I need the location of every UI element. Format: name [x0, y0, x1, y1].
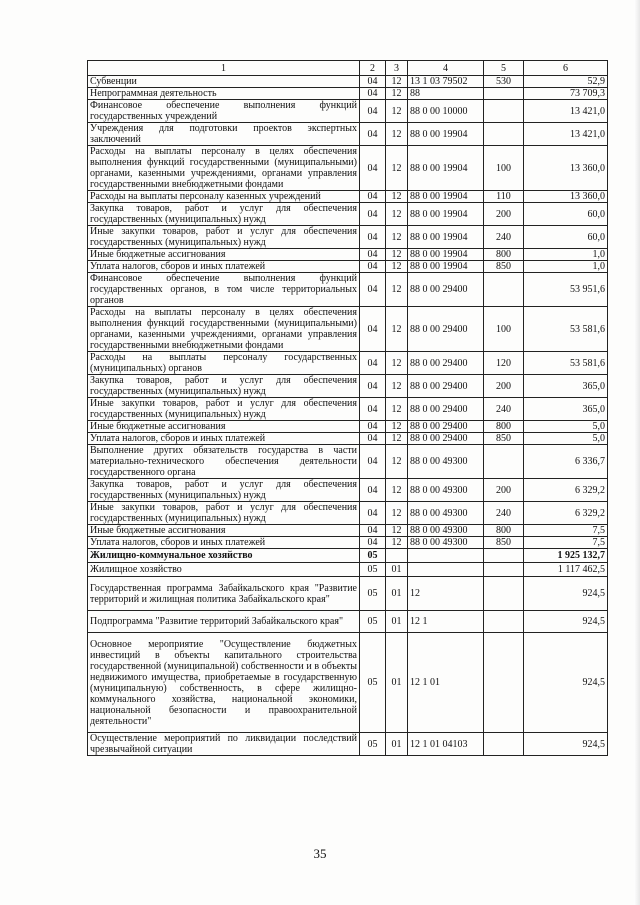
row-target-article-cell: 88 0 00 49300 — [408, 445, 484, 479]
row-subsection-cell: 12 — [386, 249, 408, 261]
row-expense-type-cell: 100 — [484, 146, 524, 191]
row-section-cell: 04 — [360, 226, 386, 249]
row-amount-cell: 5,0 — [524, 433, 608, 445]
row-section-cell: 04 — [360, 146, 386, 191]
table-row — [88, 537, 608, 549]
row-section-cell: 05 — [360, 733, 386, 756]
table-row — [88, 249, 608, 261]
row-target-article-cell: 88 0 00 29400 — [408, 398, 484, 421]
row-subsection-cell: 12 — [386, 445, 408, 479]
table-row — [88, 525, 608, 537]
row-target-article-cell — [408, 549, 484, 563]
row-target-article-cell: 88 0 00 29400 — [408, 273, 484, 307]
row-amount-cell: 60,0 — [524, 203, 608, 226]
table-row — [88, 549, 608, 563]
row-section-cell: 04 — [360, 421, 386, 433]
row-subsection-cell: 12 — [386, 226, 408, 249]
row-target-article-cell: 88 0 00 19904 — [408, 203, 484, 226]
row-target-article-cell: 88 0 00 29400 — [408, 421, 484, 433]
row-subsection-cell: 12 — [386, 203, 408, 226]
row-name-cell: Иные закупки товаров, работ и услуг для обеспечения государственных (муниципальных) нужд — [88, 502, 360, 525]
table-row — [88, 611, 608, 633]
table-row — [88, 123, 608, 146]
row-section-cell: 04 — [360, 191, 386, 203]
row-name-cell: Расходы на выплаты персоналу в целях обеспечения выполнения функций государственными (муниципальными) органами, казенными учреждениями, органами управления государственными внебюджетными фондами — [88, 146, 360, 191]
table-row — [88, 577, 608, 611]
table-row — [88, 733, 608, 756]
row-section-cell: 04 — [360, 433, 386, 445]
scan-edge — [634, 0, 640, 905]
row-amount-cell: 53 951,6 — [524, 273, 608, 307]
row-subsection-cell: 01 — [386, 611, 408, 633]
row-amount-cell: 365,0 — [524, 375, 608, 398]
row-section-cell: 04 — [360, 100, 386, 123]
row-name-cell: Расходы на выплаты персоналу государственных (муниципальных) органов — [88, 352, 360, 375]
row-amount-cell: 13 421,0 — [524, 123, 608, 146]
row-amount-cell: 60,0 — [524, 226, 608, 249]
row-subsection-cell: 01 — [386, 733, 408, 756]
row-expense-type-cell: 100 — [484, 307, 524, 352]
row-section-cell: 04 — [360, 273, 386, 307]
row-target-article-cell: 12 — [408, 577, 484, 611]
row-amount-cell: 7,5 — [524, 525, 608, 537]
table-row — [88, 479, 608, 502]
table-row — [88, 203, 608, 226]
row-amount-cell: 1 925 132,7 — [524, 549, 608, 563]
row-expense-type-cell: 800 — [484, 421, 524, 433]
row-amount-cell: 6 329,2 — [524, 502, 608, 525]
row-section-cell: 05 — [360, 611, 386, 633]
row-target-article-cell: 88 0 00 19904 — [408, 249, 484, 261]
row-target-article-cell: 88 0 00 29400 — [408, 433, 484, 445]
row-amount-cell: 1,0 — [524, 249, 608, 261]
row-target-article-cell: 88 0 00 49300 — [408, 479, 484, 502]
row-expense-type-cell: 110 — [484, 191, 524, 203]
row-amount-cell: 365,0 — [524, 398, 608, 421]
row-section-cell: 04 — [360, 398, 386, 421]
row-subsection-cell: 12 — [386, 375, 408, 398]
row-target-article-cell: 12 1 01 04103 — [408, 733, 484, 756]
table-row — [88, 633, 608, 733]
row-amount-cell: 13 360,0 — [524, 146, 608, 191]
row-subsection-cell: 12 — [386, 525, 408, 537]
row-subsection-cell: 12 — [386, 479, 408, 502]
row-expense-type-cell: 850 — [484, 261, 524, 273]
row-name-cell: Финансовое обеспечение выполнения функций государственных учреждений — [88, 100, 360, 123]
row-section-cell: 04 — [360, 307, 386, 352]
header-col-4: 4 — [408, 61, 484, 76]
row-expense-type-cell: 120 — [484, 352, 524, 375]
row-subsection-cell: 12 — [386, 352, 408, 375]
table-row — [88, 398, 608, 421]
row-name-cell: Уплата налогов, сборов и иных платежей — [88, 433, 360, 445]
row-amount-cell: 53 581,6 — [524, 307, 608, 352]
row-expense-type-cell — [484, 733, 524, 756]
table-row — [88, 421, 608, 433]
row-name-cell: Основное мероприятие "Осуществление бюджетных инвестиций в объекты капитального строительства государственной (муниципальной) собственности и в объекты недвижимого имущества, приобретаемые в государственную (муниципальную) собственность, в сфере жилищно-коммунального хозяйства, национальной экономики, национальной безопасности и правоохранительной деятельности" — [88, 633, 360, 733]
row-name-cell: Иные бюджетные ассигнования — [88, 249, 360, 261]
row-section-cell: 05 — [360, 633, 386, 733]
table-row — [88, 307, 608, 352]
row-name-cell: Уплата налогов, сборов и иных платежей — [88, 537, 360, 549]
table-row — [88, 76, 608, 88]
row-expense-type-cell: 850 — [484, 537, 524, 549]
row-name-cell: Финансовое обеспечение выполнения функций государственных органов, в том числе территориальных органов — [88, 273, 360, 307]
row-target-article-cell: 88 0 00 19904 — [408, 146, 484, 191]
table-row — [88, 375, 608, 398]
row-subsection-cell: 12 — [386, 433, 408, 445]
row-name-cell: Иные бюджетные ассигнования — [88, 421, 360, 433]
row-amount-cell: 13 360,0 — [524, 191, 608, 203]
row-target-article-cell: 88 0 00 19904 — [408, 261, 484, 273]
row-subsection-cell: 12 — [386, 146, 408, 191]
row-amount-cell: 53 581,6 — [524, 352, 608, 375]
row-amount-cell: 73 709,3 — [524, 88, 608, 100]
row-expense-type-cell: 800 — [484, 249, 524, 261]
row-target-article-cell: 88 0 00 49300 — [408, 502, 484, 525]
row-expense-type-cell: 200 — [484, 375, 524, 398]
row-section-cell: 04 — [360, 479, 386, 502]
row-subsection-cell: 01 — [386, 563, 408, 577]
row-section-cell: 04 — [360, 502, 386, 525]
row-amount-cell: 1,0 — [524, 261, 608, 273]
row-expense-type-cell: 240 — [484, 502, 524, 525]
row-amount-cell: 924,5 — [524, 611, 608, 633]
row-expense-type-cell: 850 — [484, 433, 524, 445]
row-subsection-cell: 12 — [386, 100, 408, 123]
row-expense-type-cell: 200 — [484, 203, 524, 226]
row-expense-type-cell — [484, 549, 524, 563]
row-section-cell: 04 — [360, 537, 386, 549]
header-col-3: 3 — [386, 61, 408, 76]
row-subsection-cell: 01 — [386, 577, 408, 611]
budget-table — [87, 60, 608, 756]
row-amount-cell: 5,0 — [524, 421, 608, 433]
row-name-cell: Закупка товаров, работ и услуг для обеспечения государственных (муниципальных) нужд — [88, 479, 360, 502]
row-name-cell: Государственная программа Забайкальского края "Развитие территорий и жилищная политика Забайкальского края" — [88, 577, 360, 611]
row-expense-type-cell — [484, 88, 524, 100]
table-row — [88, 563, 608, 577]
table-row — [88, 88, 608, 100]
row-amount-cell: 52,9 — [524, 76, 608, 88]
table-row — [88, 261, 608, 273]
table-row — [88, 100, 608, 123]
header-col-6: 6 — [524, 61, 608, 76]
table-row — [88, 433, 608, 445]
row-section-cell: 04 — [360, 88, 386, 100]
row-name-cell: Подпрограмма "Развитие территорий Забайкальского края" — [88, 611, 360, 633]
row-name-cell: Иные бюджетные ассигнования — [88, 525, 360, 537]
table-row — [88, 191, 608, 203]
row-section-cell: 04 — [360, 249, 386, 261]
row-name-cell: Осуществление мероприятий по ликвидации последствий чрезвычайной ситуации — [88, 733, 360, 756]
row-expense-type-cell — [484, 273, 524, 307]
row-expense-type-cell: 240 — [484, 398, 524, 421]
row-target-article-cell: 88 — [408, 88, 484, 100]
row-target-article-cell: 88 0 00 49300 — [408, 537, 484, 549]
page-number: 35 — [313, 846, 327, 861]
row-expense-type-cell: 800 — [484, 525, 524, 537]
table-row — [88, 226, 608, 249]
row-name-cell: Уплата налогов, сборов и иных платежей — [88, 261, 360, 273]
row-name-cell: Жилищное хозяйство — [88, 563, 360, 577]
header-col-2: 2 — [360, 61, 386, 76]
row-subsection-cell: 12 — [386, 76, 408, 88]
budget-table-body — [88, 61, 608, 756]
row-target-article-cell: 12 1 01 — [408, 633, 484, 733]
row-target-article-cell: 88 0 00 29400 — [408, 352, 484, 375]
row-amount-cell: 7,5 — [524, 537, 608, 549]
row-subsection-cell: 12 — [386, 537, 408, 549]
row-target-article-cell: 88 0 00 49300 — [408, 525, 484, 537]
row-amount-cell: 924,5 — [524, 633, 608, 733]
row-amount-cell: 924,5 — [524, 577, 608, 611]
row-subsection-cell: 12 — [386, 261, 408, 273]
row-expense-type-cell — [484, 123, 524, 146]
row-target-article-cell: 88 0 00 29400 — [408, 375, 484, 398]
row-expense-type-cell: 530 — [484, 76, 524, 88]
table-row — [88, 352, 608, 375]
row-expense-type-cell: 200 — [484, 479, 524, 502]
row-section-cell: 05 — [360, 563, 386, 577]
row-name-cell: Закупка товаров, работ и услуг для обеспечения государственных (муниципальных) нужд — [88, 375, 360, 398]
row-target-article-cell: 88 0 00 10000 — [408, 100, 484, 123]
row-amount-cell: 924,5 — [524, 733, 608, 756]
row-name-cell: Жилищно-коммунальное хозяйство — [88, 549, 360, 563]
table-row — [88, 502, 608, 525]
row-target-article-cell: 88 0 00 29400 — [408, 307, 484, 352]
header-col-1: 1 — [88, 61, 360, 76]
row-section-cell: 05 — [360, 549, 386, 563]
row-section-cell: 05 — [360, 577, 386, 611]
row-amount-cell: 6 336,7 — [524, 445, 608, 479]
row-subsection-cell: 12 — [386, 273, 408, 307]
row-target-article-cell: 88 0 00 19904 — [408, 191, 484, 203]
row-section-cell: 04 — [360, 261, 386, 273]
row-subsection-cell: 12 — [386, 307, 408, 352]
row-amount-cell: 13 421,0 — [524, 100, 608, 123]
row-subsection-cell: 12 — [386, 191, 408, 203]
row-expense-type-cell — [484, 563, 524, 577]
table-header-row — [88, 61, 608, 76]
row-section-cell: 04 — [360, 375, 386, 398]
row-expense-type-cell: 240 — [484, 226, 524, 249]
row-subsection-cell: 01 — [386, 633, 408, 733]
table-row — [88, 146, 608, 191]
row-name-cell: Непрограммная деятельность — [88, 88, 360, 100]
row-name-cell: Выполнение других обязательств государства в части материально-технического обеспечения деятельности государственного органа — [88, 445, 360, 479]
row-section-cell: 04 — [360, 76, 386, 88]
row-name-cell: Субвенции — [88, 76, 360, 88]
row-target-article-cell: 13 1 03 79502 — [408, 76, 484, 88]
row-section-cell: 04 — [360, 123, 386, 146]
row-subsection-cell: 12 — [386, 88, 408, 100]
row-amount-cell: 6 329,2 — [524, 479, 608, 502]
row-expense-type-cell — [484, 445, 524, 479]
row-target-article-cell: 12 1 — [408, 611, 484, 633]
row-name-cell: Иные закупки товаров, работ и услуг для обеспечения государственных (муниципальных) нужд — [88, 226, 360, 249]
row-name-cell: Расходы на выплаты персоналу казенных учреждений — [88, 191, 360, 203]
row-target-article-cell: 88 0 00 19904 — [408, 123, 484, 146]
row-expense-type-cell — [484, 611, 524, 633]
row-name-cell: Иные закупки товаров, работ и услуг для обеспечения государственных (муниципальных) нужд — [88, 398, 360, 421]
row-name-cell: Расходы на выплаты персоналу в целях обеспечения выполнения функций государственными (муниципальными) органами, казенными учреждениями, органами управления государственными внебюджетными фондами — [88, 307, 360, 352]
row-section-cell: 04 — [360, 203, 386, 226]
row-subsection-cell — [386, 549, 408, 563]
header-col-5: 5 — [484, 61, 524, 76]
row-expense-type-cell — [484, 100, 524, 123]
table-row — [88, 445, 608, 479]
row-section-cell: 04 — [360, 525, 386, 537]
row-subsection-cell: 12 — [386, 123, 408, 146]
table-row — [88, 273, 608, 307]
row-subsection-cell: 12 — [386, 398, 408, 421]
row-expense-type-cell — [484, 633, 524, 733]
row-name-cell: Закупка товаров, работ и услуг для обеспечения государственных (муниципальных) нужд — [88, 203, 360, 226]
row-section-cell: 04 — [360, 445, 386, 479]
row-expense-type-cell — [484, 577, 524, 611]
row-target-article-cell: 88 0 00 19904 — [408, 226, 484, 249]
row-subsection-cell: 12 — [386, 421, 408, 433]
row-amount-cell: 1 117 462,5 — [524, 563, 608, 577]
row-name-cell: Учреждения для подготовки проектов экспертных заключений — [88, 123, 360, 146]
row-target-article-cell — [408, 563, 484, 577]
row-subsection-cell: 12 — [386, 502, 408, 525]
row-section-cell: 04 — [360, 352, 386, 375]
